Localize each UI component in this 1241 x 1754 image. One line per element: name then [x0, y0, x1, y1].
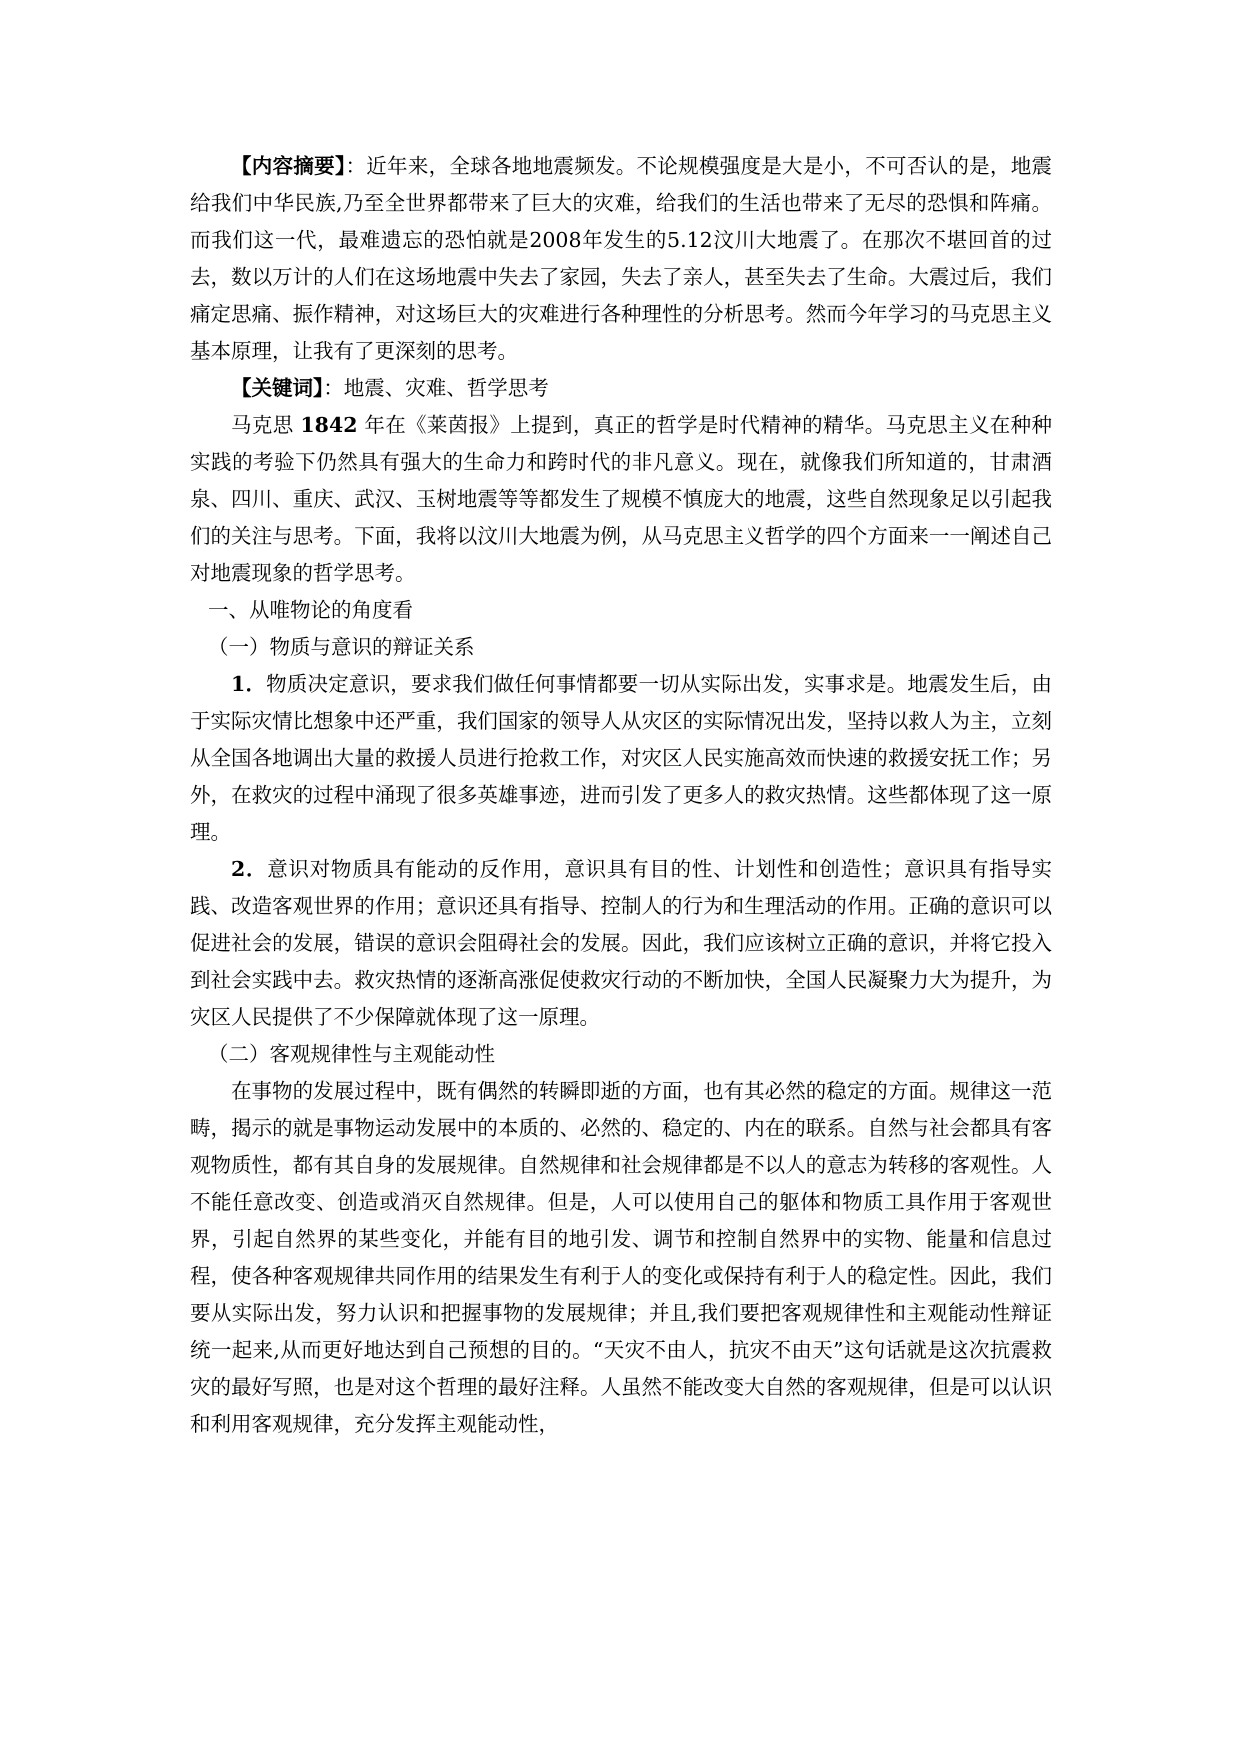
section-1-heading: 一、从唯物论的角度看: [208, 598, 413, 622]
item-1-text: 物质决定意识，要求我们做任何事情都要一切从实际出发，实事求是。地震发生后，由于实际灾情比想象中还严重，我们国家的领导人从灾区的实际情况出发，坚持以救人为主，立刻从全国各地调出大量的救援人员进行抢救工作，对灾区人民实施高效而快速的救援安抚工作；另外，在救灾的过程中涌现了很多英雄事迹，进而引发了更多人的救灾热情。这些都体现了这一原理。: [190, 672, 1053, 844]
item-2-paragraph: [190, 851, 1052, 1036]
intro-post: 年在《莱茵报》上提到，真正的哲学是时代精神的精华。马克思主义在种种实践的考验下仍然具有强大的生命力和跨时代的非凡意义。现在，就像我们所知道的，甘肃酒泉、四川、重庆、武汉、玉树地震等等都发生了规模不慎庞大的地震，这些自然现象足以引起我们的关注与思考。下面，我将以汶川大地震为例，从马克思主义哲学的四个方面来一一阐述自己对地震现象的哲学思考。: [190, 413, 1052, 585]
item-1-paragraph: [190, 666, 1052, 851]
keywords-paragraph: [190, 370, 1052, 407]
keywords-text: ：地震、灾难、哲学思考: [323, 376, 549, 400]
document-page: [190, 148, 1052, 1443]
subsection-2-heading: （二）客观规律性与主观能动性: [208, 1042, 495, 1066]
item-2-text: 意识对物质具有能动的反作用，意识具有目的性、计划性和创造性；意识具有指导实践、改造客观世界的作用；意识还具有指导、控制人的行为和生理活动的作用。正确的意识可以促进社会的发展，错误的意识会阻碍社会的发展。因此，我们应该树立正确的意识，并将它投入到社会实践中去。救灾热情的逐渐高涨促使救灾行动的不断加快，全国人民凝聚力大为提升，为灾区人民提供了不少保障就体现了这一原理。: [190, 857, 1053, 1029]
law-paragraph: 在事物的发展过程中，既有偶然的转瞬即逝的方面，也有其必然的稳定的方面。规律这一范畴，揭示的就是事物运动发展中的本质的、必然的、稳定的、内在的联系。自然与社会都具有客观物质性，都有其自身的发展规律。自然规律和社会规律都是不以人的意志为转移的客观性。人不能任意改变、创造或消灭自然规律。但是，人可以使用自己的躯体和物质工具作用于客观世界，引起自然界的某些变化，并能有目的地引发、调节和控制自然界中的实物、能量和信息过程，使各种客观规律共同作用的结果发生有利于人的变化或保持有利于人的稳定性。因此，我们要从实际出发，努力认识和把握事物的发展规律；并且,我们要把客观规律性和主观能动性辩证统一起来,从而更好地达到自己预想的目的。“天灾不由人，抗灾不由天”这句话就是这次抗震救灾的最好写照，也是对这个哲理的最好注释。人虽然不能改变大自然的客观规律，但是可以认识和利用客观规律，充分发挥主观能动性，: [190, 1079, 1052, 1436]
item-1-number: 1．: [231, 672, 267, 696]
keywords-label: 【关键词】: [231, 376, 324, 400]
abstract-label: 【内容摘要】: [231, 154, 346, 178]
abstract-paragraph: [190, 148, 1052, 370]
subsection-1-heading: （一）物质与意识的辩证关系: [208, 635, 475, 659]
intro-pre: 马克思: [231, 413, 301, 437]
intro-year: 1842: [300, 413, 358, 437]
abstract-text: ：近年来，全球各地地震频发。不论规模强度是大是小，不可否认的是，地震给我们中华民族,乃至全世界都带来了巨大的灾难，给我们的生活也带来了无尽的恐惧和阵痛。而我们这一代，最难遗忘的恐怕就是2008年发生的5.12汶川大地震了。在那次不堪回首的过去，数以万计的人们在这场地震中失去了家园，失去了亲人，甚至失去了生命。大震过后，我们痛定思痛、振作精神，对这场巨大的灾难进行各种理性的分析思考。然而今年学习的马克思主义基本原理，让我有了更深刻的思考。: [190, 154, 1053, 363]
intro-paragraph: [190, 407, 1052, 592]
item-2-number: 2．: [231, 857, 268, 881]
